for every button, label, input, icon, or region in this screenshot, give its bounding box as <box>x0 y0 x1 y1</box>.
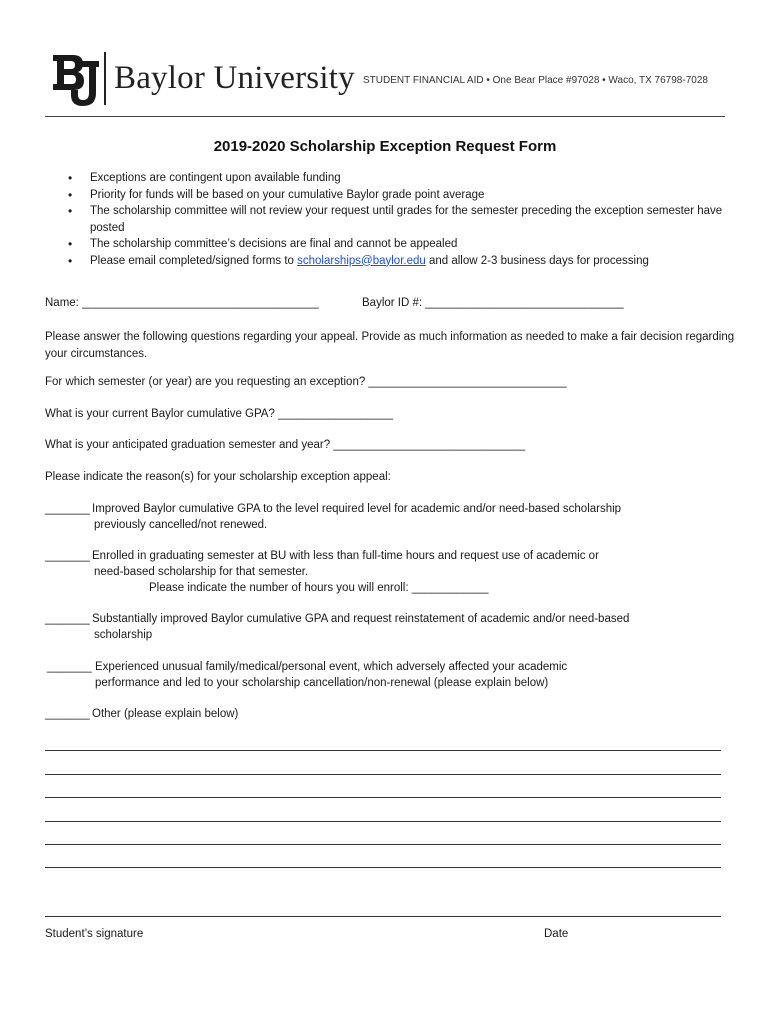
intro-paragraph: Please answer the following questions regarding your appeal. Provide as much information as needed to make a fair decision regarding your circumstances. <box>45 331 735 360</box>
reason-blank[interactable]: _______ <box>45 550 90 562</box>
reason-blank[interactable]: _______ <box>45 613 90 625</box>
email-link[interactable]: scholarships@baylor.edu <box>297 254 426 267</box>
email-text-after: and allow 2-3 business days for processing <box>425 254 649 267</box>
reason-text: previously cancelled/not renewed. <box>94 519 268 531</box>
reason-blank[interactable]: _______ <box>45 503 90 515</box>
graduation-question[interactable]: What is your anticipated graduation semester and year? ______________________________ <box>45 439 526 451</box>
explanation-line[interactable] <box>45 821 721 822</box>
form-title: 2019-2020 Scholarship Exception Request Form <box>213 138 557 155</box>
reason-blank[interactable]: _______ <box>45 708 90 720</box>
reason-text: Substantially improved Baylor cumulative GPA and request reinstatement of academic and/or need-based <box>92 613 630 625</box>
explanation-line[interactable] <box>45 750 721 751</box>
instruction-item: • Priority for funds will be based on your cumulative Baylor grade point average <box>60 187 740 204</box>
date-label: Date <box>544 928 569 940</box>
gpa-question[interactable]: What is your current Baylor cumulative GPA? __________________ <box>45 408 394 420</box>
institution-name: Baylor University <box>114 60 355 96</box>
reason-text: Improved Baylor cumulative GPA to the level required level for academic and/or need-based scholarship <box>92 503 622 515</box>
reason-blank[interactable]: _______ <box>47 661 92 673</box>
reason-text: scholarship <box>94 629 153 641</box>
instruction-item: • Exceptions are contingent upon available funding <box>60 170 740 187</box>
header-divider <box>45 116 725 117</box>
baylor-id-field[interactable]: Baylor ID #: _______________________________ <box>362 297 624 309</box>
instructions-list <box>60 170 740 269</box>
reason-text: Enrolled in graduating semester at BU with less than full-time hours and request use of academic or <box>92 550 599 562</box>
signature-label: Student’s signature <box>45 928 144 940</box>
reason-text: Other (please explain below) <box>92 708 239 720</box>
reasons-label: Please indicate the reason(s) for your scholarship exception appeal: <box>45 471 391 483</box>
reason-text: Experienced unusual family/medical/personal event, which adversely affected your academic <box>95 661 568 673</box>
explanation-line[interactable] <box>45 797 721 798</box>
reason-text: performance and led to your scholarship cancellation/non-renewal (please explain below) <box>95 677 549 689</box>
header-address: STUDENT FINANCIAL AID • One Bear Place #97028 • Waco, TX 76798-7028 <box>363 75 708 86</box>
explanation-line[interactable] <box>45 774 721 775</box>
bu-monogram-icon <box>51 53 101 107</box>
name-field[interactable]: Name: _____________________________________ <box>45 297 319 309</box>
explanation-line[interactable] <box>45 844 721 845</box>
instruction-item: • The scholarship committee will not review your request until grades for the semester preceding the exception semester have posted <box>60 203 730 236</box>
signature-line[interactable] <box>45 916 721 917</box>
explanation-line[interactable] <box>45 867 721 868</box>
instruction-item-email <box>60 253 740 270</box>
logo-separator <box>104 52 106 105</box>
email-text-before: Please email completed/signed forms to <box>90 254 298 267</box>
hours-enroll-field[interactable]: Please indicate the number of hours you will enroll: ____________ <box>149 582 489 594</box>
reason-text: need-based scholarship for that semester. <box>94 566 309 578</box>
semester-question[interactable]: For which semester (or year) are you requesting an exception? _______________________________ <box>45 376 567 388</box>
instruction-item: • The scholarship committee’s decisions are final and cannot be appealed <box>60 236 740 253</box>
